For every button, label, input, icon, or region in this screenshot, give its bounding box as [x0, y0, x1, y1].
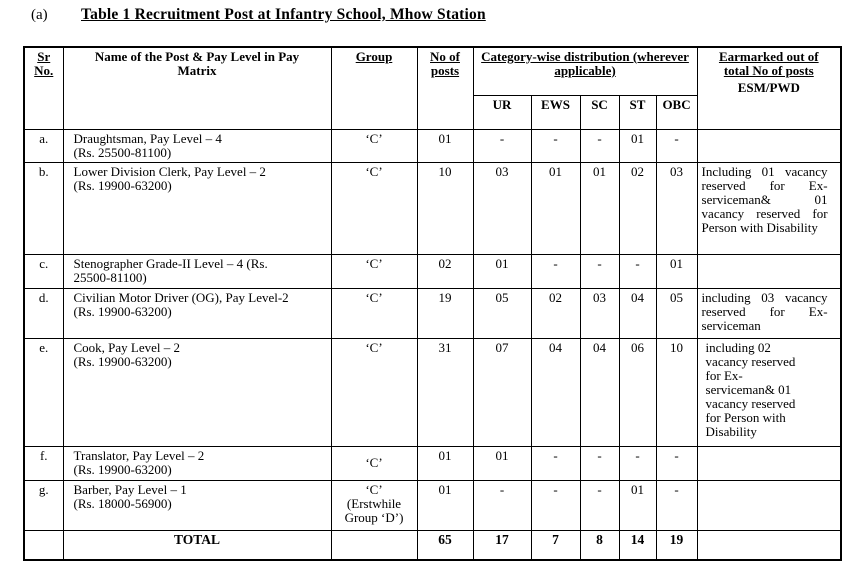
cell-sr: [24, 530, 63, 560]
col-header-earmarked: [697, 47, 841, 129]
list-marker: (a): [31, 7, 48, 23]
post-title: Cook, Pay Level – 2: [73, 339, 181, 355]
table-row-f: [24, 446, 841, 480]
cell-esm-pwd: [697, 162, 841, 254]
page-title: Table 1 Recruitment Post at Infantry School, Mhow Station: [81, 6, 486, 23]
cell-obc: 05: [656, 288, 697, 338]
cell-no-of-posts: 31: [417, 338, 473, 446]
post-title: Draughtsman, Pay Level – 4: [73, 130, 222, 146]
esm-remark: including 02 vacancy reserved for Ex-serviceman& 01 vacancy reserved for Person with Disability: [705, 339, 796, 439]
cell-no-of-posts: 01: [417, 446, 473, 480]
cell-esm-pwd: [697, 129, 841, 162]
cell-sr: d.: [24, 288, 63, 338]
cell-esm-pwd: [697, 480, 841, 530]
cell-sr: f.: [24, 446, 63, 480]
cell-group: [331, 530, 417, 560]
cell-ur: 03: [473, 162, 531, 254]
cell-sr: g.: [24, 480, 63, 530]
cell-st: 06: [619, 338, 656, 446]
cell-esm-pwd: [697, 446, 841, 480]
cell-group: ‘C’: [331, 254, 417, 288]
cell-group: ‘C’: [331, 338, 417, 446]
table-row-g: [24, 480, 841, 530]
cell-sc: 03: [580, 288, 619, 338]
post-pay-scale: 25500-81100): [73, 269, 147, 285]
col-header-category-distribution: Category-wise distribution (wherever applicable): [473, 47, 697, 95]
col-header-sc: SC: [580, 95, 619, 129]
cell-ur: 01: [473, 254, 531, 288]
col-header-post-name: [63, 47, 331, 129]
cell-st: -: [619, 254, 656, 288]
post-title: Lower Division Clerk, Pay Level – 2: [73, 163, 266, 179]
post-title: Stenographer Grade-II Level – 4 (Rs.: [73, 255, 268, 271]
cell-no-of-posts: 01: [417, 129, 473, 162]
cell-obc: -: [656, 480, 697, 530]
total-sc: 8: [580, 530, 619, 560]
cell-no-of-posts: 19: [417, 288, 473, 338]
post-pay-scale: (Rs. 19900-63200): [73, 177, 172, 193]
cell-group: [331, 480, 417, 530]
cell-esm-pwd: [697, 288, 841, 338]
cell-sc: -: [580, 446, 619, 480]
col-header-st: ST: [619, 95, 656, 129]
cell-esm-pwd: [697, 338, 841, 446]
cell-st: 01: [619, 480, 656, 530]
cell-ur: -: [473, 480, 531, 530]
group-value: ‘C’: [365, 481, 383, 497]
cell-sc: -: [580, 254, 619, 288]
cell-post-name: [63, 338, 331, 446]
total-ur: 17: [473, 530, 531, 560]
cell-ews: 02: [531, 288, 580, 338]
col-header-ews: EWS: [531, 95, 580, 129]
esm-remark: including 03 vacancy reserved for Ex-serviceman: [701, 289, 828, 333]
table-row-e: [24, 338, 841, 446]
cell-esm-pwd: [697, 254, 841, 288]
table-row-b: [24, 162, 841, 254]
cell-no-of-posts: 01: [417, 480, 473, 530]
cell-group: ‘C’: [331, 288, 417, 338]
col-header-ur: UR: [473, 95, 531, 129]
cell-ews: -: [531, 129, 580, 162]
cell-sr: e.: [24, 338, 63, 446]
post-pay-scale: (Rs. 25500-81100): [73, 144, 172, 160]
post-title: Civilian Motor Driver (OG), Pay Level-2: [73, 289, 289, 305]
table-row-d: [24, 288, 841, 338]
cell-post-name: [63, 129, 331, 162]
cell-sc: -: [580, 129, 619, 162]
cell-st: 01: [619, 129, 656, 162]
post-pay-scale: (Rs. 19900-63200): [73, 303, 172, 319]
cell-sc: 01: [580, 162, 619, 254]
table-row-a: [24, 129, 841, 162]
cell-ur: 07: [473, 338, 531, 446]
post-title: Translator, Pay Level – 2: [73, 447, 205, 463]
cell-ur: 01: [473, 446, 531, 480]
cell-ews: 04: [531, 338, 580, 446]
cell-no-of-posts: 02: [417, 254, 473, 288]
group-note: (Erstwhile Group ‘D’): [344, 495, 404, 525]
col-header-esm-pwd: ESM/PWD: [737, 80, 800, 95]
cell-sc: -: [580, 480, 619, 530]
cell-esm-pwd: [697, 530, 841, 560]
cell-obc: 10: [656, 338, 697, 446]
table-row-c: [24, 254, 841, 288]
total-no-of-posts: 65: [417, 530, 473, 560]
total-row: [24, 530, 841, 560]
title-row: [23, 8, 845, 32]
cell-st: 02: [619, 162, 656, 254]
cell-post-name: [63, 162, 331, 254]
cell-sr: a.: [24, 129, 63, 162]
cell-ews: 01: [531, 162, 580, 254]
col-header-sr-no: Sr No.: [24, 47, 63, 129]
cell-ur: -: [473, 129, 531, 162]
cell-group: ‘C’: [331, 446, 417, 480]
cell-ews: -: [531, 480, 580, 530]
cell-sr: c.: [24, 254, 63, 288]
total-label: TOTAL: [63, 530, 331, 560]
cell-ews: -: [531, 254, 580, 288]
col-header-post-name-text: Name of the Post & Pay Level in Pay Matrix: [94, 49, 300, 78]
cell-ews: -: [531, 446, 580, 480]
cell-obc: -: [656, 446, 697, 480]
col-header-no-of-posts: No of posts: [417, 47, 473, 129]
cell-sc: 04: [580, 338, 619, 446]
cell-obc: 03: [656, 162, 697, 254]
post-pay-scale: (Rs. 18000-56900): [73, 495, 172, 511]
cell-no-of-posts: 10: [417, 162, 473, 254]
cell-obc: 01: [656, 254, 697, 288]
cell-st: 04: [619, 288, 656, 338]
cell-post-name: [63, 288, 331, 338]
cell-post-name: [63, 254, 331, 288]
col-header-earmarked-text: Earmarked out of total No of posts: [718, 49, 819, 78]
col-header-obc: OBC: [656, 95, 697, 129]
total-ews: 7: [531, 530, 580, 560]
cell-group: ‘C’: [331, 129, 417, 162]
esm-remark: Including 01 vacancy reserved for Ex-serviceman& 01 vacancy reserved for Person with Disability: [701, 163, 828, 235]
recruitment-table: [23, 46, 842, 561]
cell-st: -: [619, 446, 656, 480]
cell-post-name: [63, 480, 331, 530]
cell-sr: b.: [24, 162, 63, 254]
cell-group: ‘C’: [331, 162, 417, 254]
cell-obc: -: [656, 129, 697, 162]
header-row-1: [24, 47, 841, 95]
cell-ur: 05: [473, 288, 531, 338]
total-st: 14: [619, 530, 656, 560]
cell-post-name: [63, 446, 331, 480]
total-obc: 19: [656, 530, 697, 560]
post-title: Barber, Pay Level – 1: [73, 481, 187, 497]
post-pay-scale: (Rs. 19900-63200): [73, 353, 172, 369]
col-header-group: Group: [331, 47, 417, 129]
post-pay-scale: (Rs. 19900-63200): [73, 461, 172, 477]
